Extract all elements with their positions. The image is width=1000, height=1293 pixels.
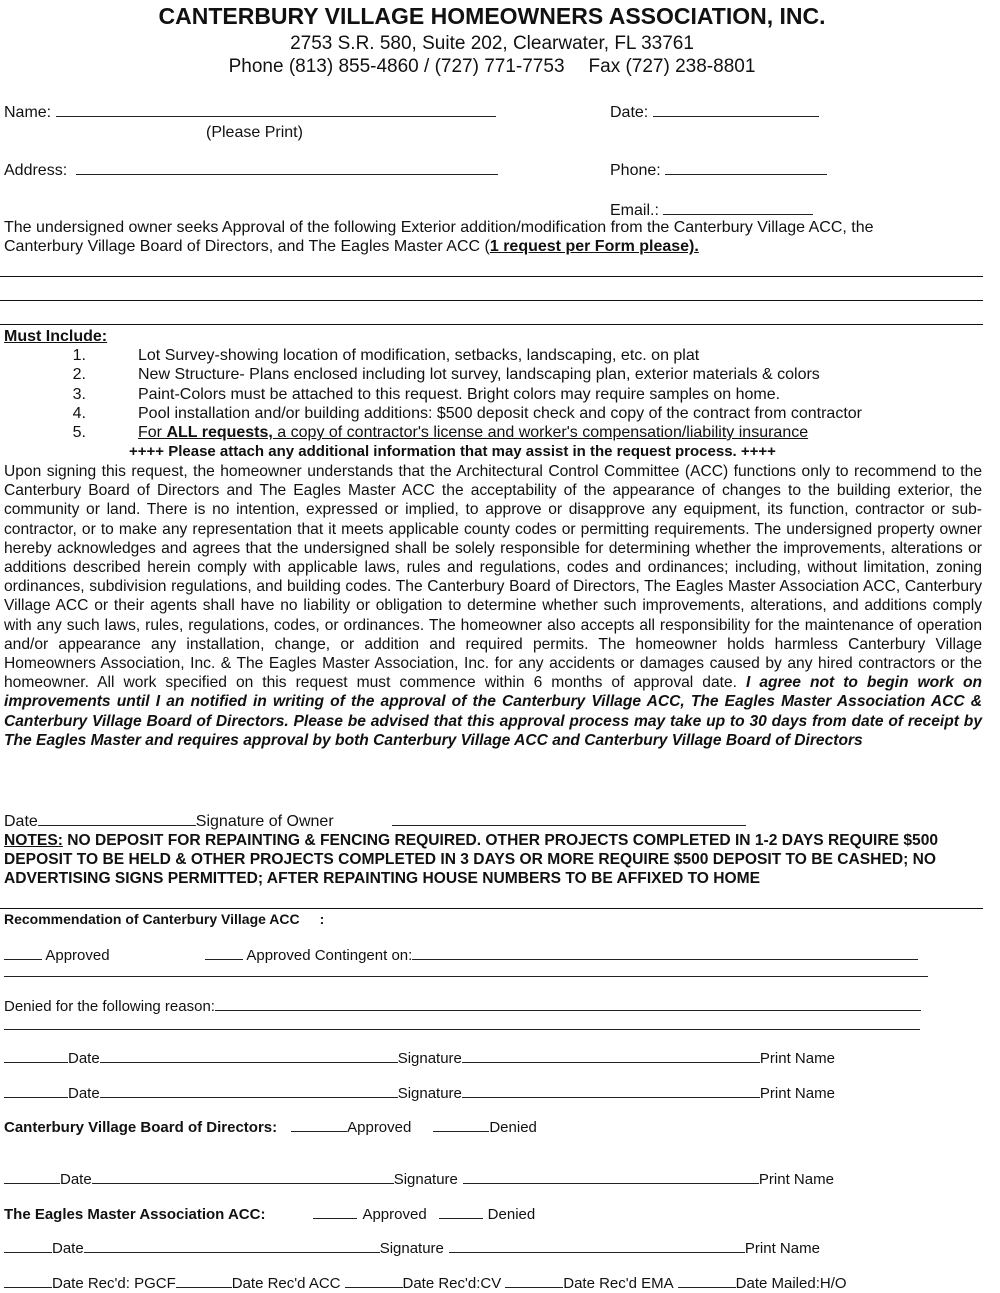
list-item	[0, 385, 984, 404]
board-signature-row[interactable]: Date Signature Print Name	[4, 1169, 834, 1189]
board-heading: Canterbury Village Board of Directors:	[4, 1119, 278, 1136]
list-item	[0, 423, 984, 442]
acc-denied-line-2[interactable]	[4, 1029, 920, 1030]
acc-approved-label: Approved	[45, 947, 110, 964]
acc-contingent-line-2[interactable]	[4, 976, 928, 977]
email-field[interactable]	[610, 200, 813, 220]
acc-denied-label: Denied for the following reason:	[4, 998, 215, 1015]
list-item	[0, 346, 984, 365]
attach-note: ++++ Please attach any additional information that may assist in the request process. ++++	[129, 443, 776, 460]
item-number: 2.	[72, 366, 86, 383]
org-title: CANTERBURY VILLAGE HOMEOWNERS ASSOCIATION, INC.	[158, 3, 826, 29]
notes-label: NOTES:	[4, 832, 63, 849]
agreement-text: Upon signing this request, the homeowner understands that the Architectural Control Committee (ACC) functions only to recommend to the Canterbury Board of Directors and The Eagles Master ACC the acceptability of the appearance of changes to the building exterior, the community or land. There is no intention, expressed or implied, to approve or disapprove any equipment, its function, contractor or sub-contractor, or to make any representation that it meets applicable county codes or permitting requirements. The undersigned property owner hereby acknowledges and agrees that the undersigned shall be solely responsible for determining whether the improvements, alterations or additions described herein comply with applicable laws, rules and regulations, codes and ordinances; including, without limitation, zoning ordinances, subdivision regulations, and building codes. The Canterbury Board of Directors, The Eagles Master Association ACC, Canterbury Village ACC or their agents shall have no liability or obligation to determine whether such improvements, alterations, and additions comply with any such laws, rules, regulations, codes, or ordinances. The homeowner also accepts all responsibility for the maintenance of operation and/or appearance any installation, change, or addition and required permits. The homeowner holds harmless Canterbury Village Homeowners Association, Inc. & The Eagles Master Association, Inc. for any accidents or damages caused by any hired contractors or the homeowner. All work specified on this request must commence within 6 months of approval date.	[4, 463, 982, 692]
notes-text: NO DEPOSIT FOR REPAINTING & FENCING REQUIRED. OTHER PROJECTS COMPLETED IN 1-2 DAYS REQUIRE $500 DEPOSIT TO BE HELD & OTHER PROJECTS COMPLETED IN 3 DAYS OR MORE REQUIRE $500 DEPOSIT TO BE CASHED; NO ADVERTISING SIGNS PERMITTED; AFTER REPAINTING HOUSE NUMBERS TO BE AFFIXED TO HOME	[4, 832, 939, 888]
acc-contingent-check[interactable]	[205, 945, 243, 960]
owner-signature-row[interactable]	[4, 811, 746, 831]
date-field[interactable]	[610, 102, 819, 122]
org-phone: Phone (813) 855-4860 / (727) 771-7753	[228, 56, 565, 77]
date-label: Date:	[610, 104, 649, 121]
acc-contingent-label: Approved Contingent on:	[246, 947, 413, 964]
item-number: 1.	[72, 347, 86, 364]
eagles-row[interactable]: The Eagles Master Association ACC: Approved Denied	[4, 1206, 536, 1223]
acc-denied-row[interactable]	[4, 996, 921, 1016]
item-number: 5.	[72, 424, 86, 441]
please-print-note: (Please Print)	[206, 124, 303, 141]
acc-approved-row[interactable]	[4, 945, 110, 965]
item-number: 4.	[72, 405, 86, 422]
board-row[interactable]: Canterbury Village Board of Directors: Approved Denied	[4, 1119, 537, 1136]
name-field[interactable]	[4, 102, 496, 122]
intro-line-2	[4, 237, 699, 256]
one-request-note: 1 request per Form please).	[489, 238, 699, 255]
address-field[interactable]	[4, 160, 498, 180]
acc-contingent-row[interactable]	[205, 945, 918, 965]
email-label: Email.:	[610, 202, 659, 219]
description-line-1[interactable]	[0, 276, 983, 277]
intro-line-1: The undersigned owner seeks Approval of the following Exterior addition/modification from the Canterbury Village ACC, the	[4, 219, 874, 236]
date-line[interactable]	[653, 102, 819, 117]
description-line-3[interactable]	[0, 324, 983, 325]
board-denied-check[interactable]	[433, 1117, 489, 1132]
description-line-2[interactable]	[0, 300, 983, 301]
eagles-heading: The Eagles Master Association ACC:	[4, 1206, 266, 1223]
list-item	[0, 365, 984, 384]
owner-signature-line[interactable]	[392, 811, 746, 826]
item-text: New Structure- Plans enclosed including lot survey, landscaping plan, exterior materials & colors	[138, 366, 820, 383]
agreement-paragraph	[4, 462, 982, 750]
board-approved-check[interactable]	[291, 1117, 347, 1132]
org-contact	[0, 56, 984, 78]
email-line[interactable]	[663, 200, 813, 215]
intro-line-2-text: Canterbury Village Board of Directors, and The Eagles Master ACC (	[4, 238, 490, 255]
acc-signature-row-1[interactable]: Date Signature Print Name	[4, 1048, 835, 1068]
owner-date-label: Date	[4, 813, 38, 830]
org-address: 2753 S.R. 580, Suite 202, Clearwater, FL 33761	[290, 33, 694, 54]
org-fax: Fax (727) 238-8801	[588, 56, 756, 77]
name-line[interactable]	[56, 102, 496, 117]
item-text: Pool installation and/or building additions: $500 deposit check and copy of the contract from contractor	[138, 405, 862, 422]
notes-block	[4, 831, 984, 889]
eagles-approved-check[interactable]	[313, 1204, 357, 1219]
eagles-signature-row[interactable]: Date Signature Print Name	[4, 1238, 820, 1258]
agreement-bold-text: I agree not to begin work on improvements until I an notified in writing of the approval of the Canterbury Village ACC, The Eagles Master Association ACC & Canterbury Village Board of Directors. Please be advised that this approval process may take up to 30 days from date of receipt by The Eagles Master and requires approval by both Canterbury Village ACC and Canterbury Village Board of Directors	[4, 674, 982, 749]
received-dates-row[interactable]: Date Rec'd: PGCF Date Rec'd ACC Date Rec'd:CV Date Rec'd EMA Date Mailed:H/O	[4, 1273, 847, 1293]
owner-date-line[interactable]	[38, 811, 196, 826]
item-text: Paint-Colors must be attached to this request. Bright colors may require samples on home.	[138, 386, 781, 403]
acc-heading: Recommendation of Canterbury Village ACC :	[4, 911, 325, 927]
phone-label: Phone:	[610, 162, 661, 179]
acc-contingent-line[interactable]	[412, 945, 918, 960]
acc-denied-line[interactable]	[215, 996, 921, 1011]
item-text: For ALL requests, a copy of contractor's license and worker's compensation/liability insurance	[138, 424, 809, 441]
owner-signature-label: Signature of Owner	[195, 813, 334, 830]
phone-field[interactable]	[610, 160, 827, 180]
acc-approved-check[interactable]	[4, 945, 42, 960]
list-item	[0, 404, 984, 423]
must-include-heading: Must Include:	[4, 328, 108, 345]
name-label: Name:	[4, 104, 52, 121]
address-label: Address:	[4, 162, 68, 179]
notes-divider	[0, 908, 983, 909]
acc-signature-row-2[interactable]: Date Signature Print Name	[4, 1083, 835, 1103]
address-line[interactable]	[76, 160, 498, 175]
eagles-denied-check[interactable]	[439, 1204, 483, 1219]
phone-line[interactable]	[665, 160, 827, 175]
item-number: 3.	[72, 386, 86, 403]
item-text: Lot Survey-showing location of modification, setbacks, landscaping, etc. on plat	[138, 347, 700, 364]
